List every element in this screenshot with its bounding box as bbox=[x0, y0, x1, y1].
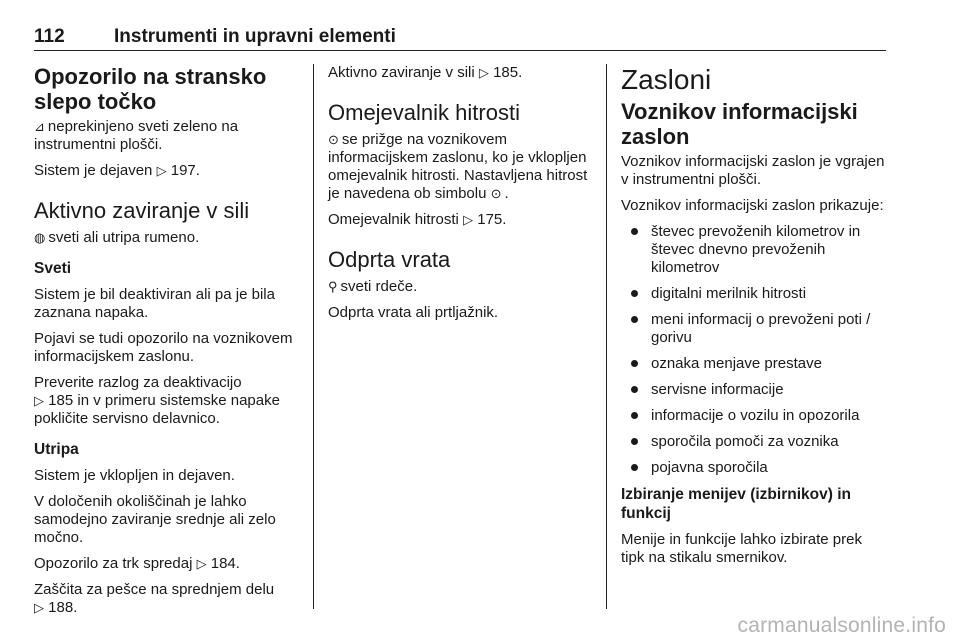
paragraph: Voznikov informacijski zaslon prikazuje: bbox=[621, 197, 884, 214]
paragraph: ⚲ sveti rdeče. bbox=[328, 278, 418, 295]
page-number: 112 bbox=[34, 26, 65, 47]
subheading-utripa: Utripa bbox=[34, 441, 79, 458]
reference-arrow-icon: ▷ bbox=[463, 212, 474, 227]
section-heading-driver-info: Voznikov informacijski zaslon bbox=[621, 99, 858, 149]
watermark: carmanualsonline.info bbox=[737, 614, 946, 637]
list-item: sporočila pomoči za voznika bbox=[621, 433, 887, 451]
subheading-menu-selection: Izbiranje menijev (izbirnikov) in funkcij bbox=[621, 486, 851, 522]
paragraph: Sistem je vklopljen in dejaven. bbox=[34, 467, 235, 484]
reference-arrow-icon: ▷ bbox=[196, 556, 207, 571]
speed-limiter-icon: ⊙ bbox=[490, 186, 502, 201]
paragraph: Menije in funkcije lahko izbirate prek tipk na stikalu smernikov. bbox=[621, 531, 862, 566]
paragraph: ⊿ neprekinjeno sveti zeleno na instrumentni plošči. bbox=[34, 118, 239, 153]
reference-arrow-icon: ▷ bbox=[34, 600, 44, 615]
page-reference[interactable]: 184. bbox=[210, 555, 240, 572]
page-reference[interactable]: 185. bbox=[493, 64, 523, 81]
section-heading-speed-limiter: Omejevalnik hitrosti bbox=[328, 100, 520, 125]
paragraph: Omejevalnik hitrosti ▷ 175. bbox=[328, 211, 507, 228]
paragraph: Preverite razlog za deaktivacijo ▷ 185 in v primeru sistemske napake pokličite servisno delavnico. bbox=[34, 374, 280, 427]
door-open-icon: ⚲ bbox=[328, 279, 338, 294]
page-reference[interactable]: 185 bbox=[48, 392, 74, 409]
column-2 bbox=[328, 64, 596, 330]
speed-limiter-icon: ⊙ bbox=[328, 132, 339, 147]
paragraph: ◍ sveti ali utripa rumeno. bbox=[34, 229, 200, 246]
paragraph: Sistem je bil deaktiviran ali pa je bila zaznana napaka. bbox=[34, 286, 275, 321]
list-item: informacije o vozilu in opozorila bbox=[621, 407, 887, 425]
page-reference[interactable]: 175. bbox=[477, 211, 507, 228]
list-item: števec prevoženih kilometrov in števec dnevno prevoženih kilometrov bbox=[621, 223, 887, 277]
column-divider bbox=[313, 64, 314, 609]
section-heading-active-braking: Aktivno zaviranje v sili bbox=[34, 198, 250, 223]
list-item: pojavna sporočila bbox=[621, 459, 887, 477]
list-item: digitalni merilnik hitrosti bbox=[621, 285, 887, 303]
active-braking-icon: ◍ bbox=[34, 230, 46, 245]
paragraph: V določenih okoliščinah je lahko samodejno zaviranje srednje ali zelo močno. bbox=[34, 493, 276, 546]
column-divider bbox=[606, 64, 607, 609]
subheading-sveti: Sveti bbox=[34, 260, 72, 277]
paragraph: Opozorilo za trk spredaj ▷ 184. bbox=[34, 555, 240, 572]
column-3 bbox=[621, 64, 887, 575]
reference-arrow-icon: ▷ bbox=[34, 393, 44, 408]
chapter-heading-zasloni: Zasloni bbox=[621, 64, 712, 95]
display-items-list bbox=[621, 223, 887, 477]
paragraph: Zaščita za pešce na sprednjem delu ▷ 188. bbox=[34, 581, 275, 616]
paragraph: Aktivno zaviranje v sili ▷ 185. bbox=[328, 64, 523, 81]
section-heading-door-open: Odprta vrata bbox=[328, 247, 451, 272]
reference-arrow-icon: ▷ bbox=[156, 163, 167, 178]
section-heading-blind-spot: Opozorilo na stransko slepo točko bbox=[34, 64, 267, 114]
blind-spot-icon: ⊿ bbox=[34, 119, 45, 134]
paragraph: Odprta vrata ali prtljažnik. bbox=[328, 304, 499, 321]
paragraph: ⊙ se prižge na voznikovem informacijskem zaslonu, ko je vklopljen omejevalnik hitrosti. Nastavljena hitrost je navedena ob simbolu ⊙ . bbox=[328, 131, 588, 202]
page-header bbox=[34, 26, 886, 51]
paragraph: Pojavi se tudi opozorilo na voznikovem informacijskem zaslonu. bbox=[34, 330, 293, 365]
list-item: meni informacij o prevoženi poti / gorivu bbox=[621, 311, 887, 347]
paragraph: Voznikov informacijski zaslon je vgrajen v instrumentni plošči. bbox=[621, 153, 885, 188]
page-reference[interactable]: 188. bbox=[48, 599, 78, 616]
column-1 bbox=[34, 64, 302, 625]
page-reference[interactable]: 197. bbox=[170, 162, 200, 179]
list-item: oznaka menjave prestave bbox=[621, 355, 887, 373]
running-title: Instrumenti in upravni elementi bbox=[114, 26, 396, 47]
paragraph: Sistem je dejaven ▷ 197. bbox=[34, 162, 200, 179]
list-item: servisne informacije bbox=[621, 381, 887, 399]
reference-arrow-icon: ▷ bbox=[478, 65, 489, 80]
